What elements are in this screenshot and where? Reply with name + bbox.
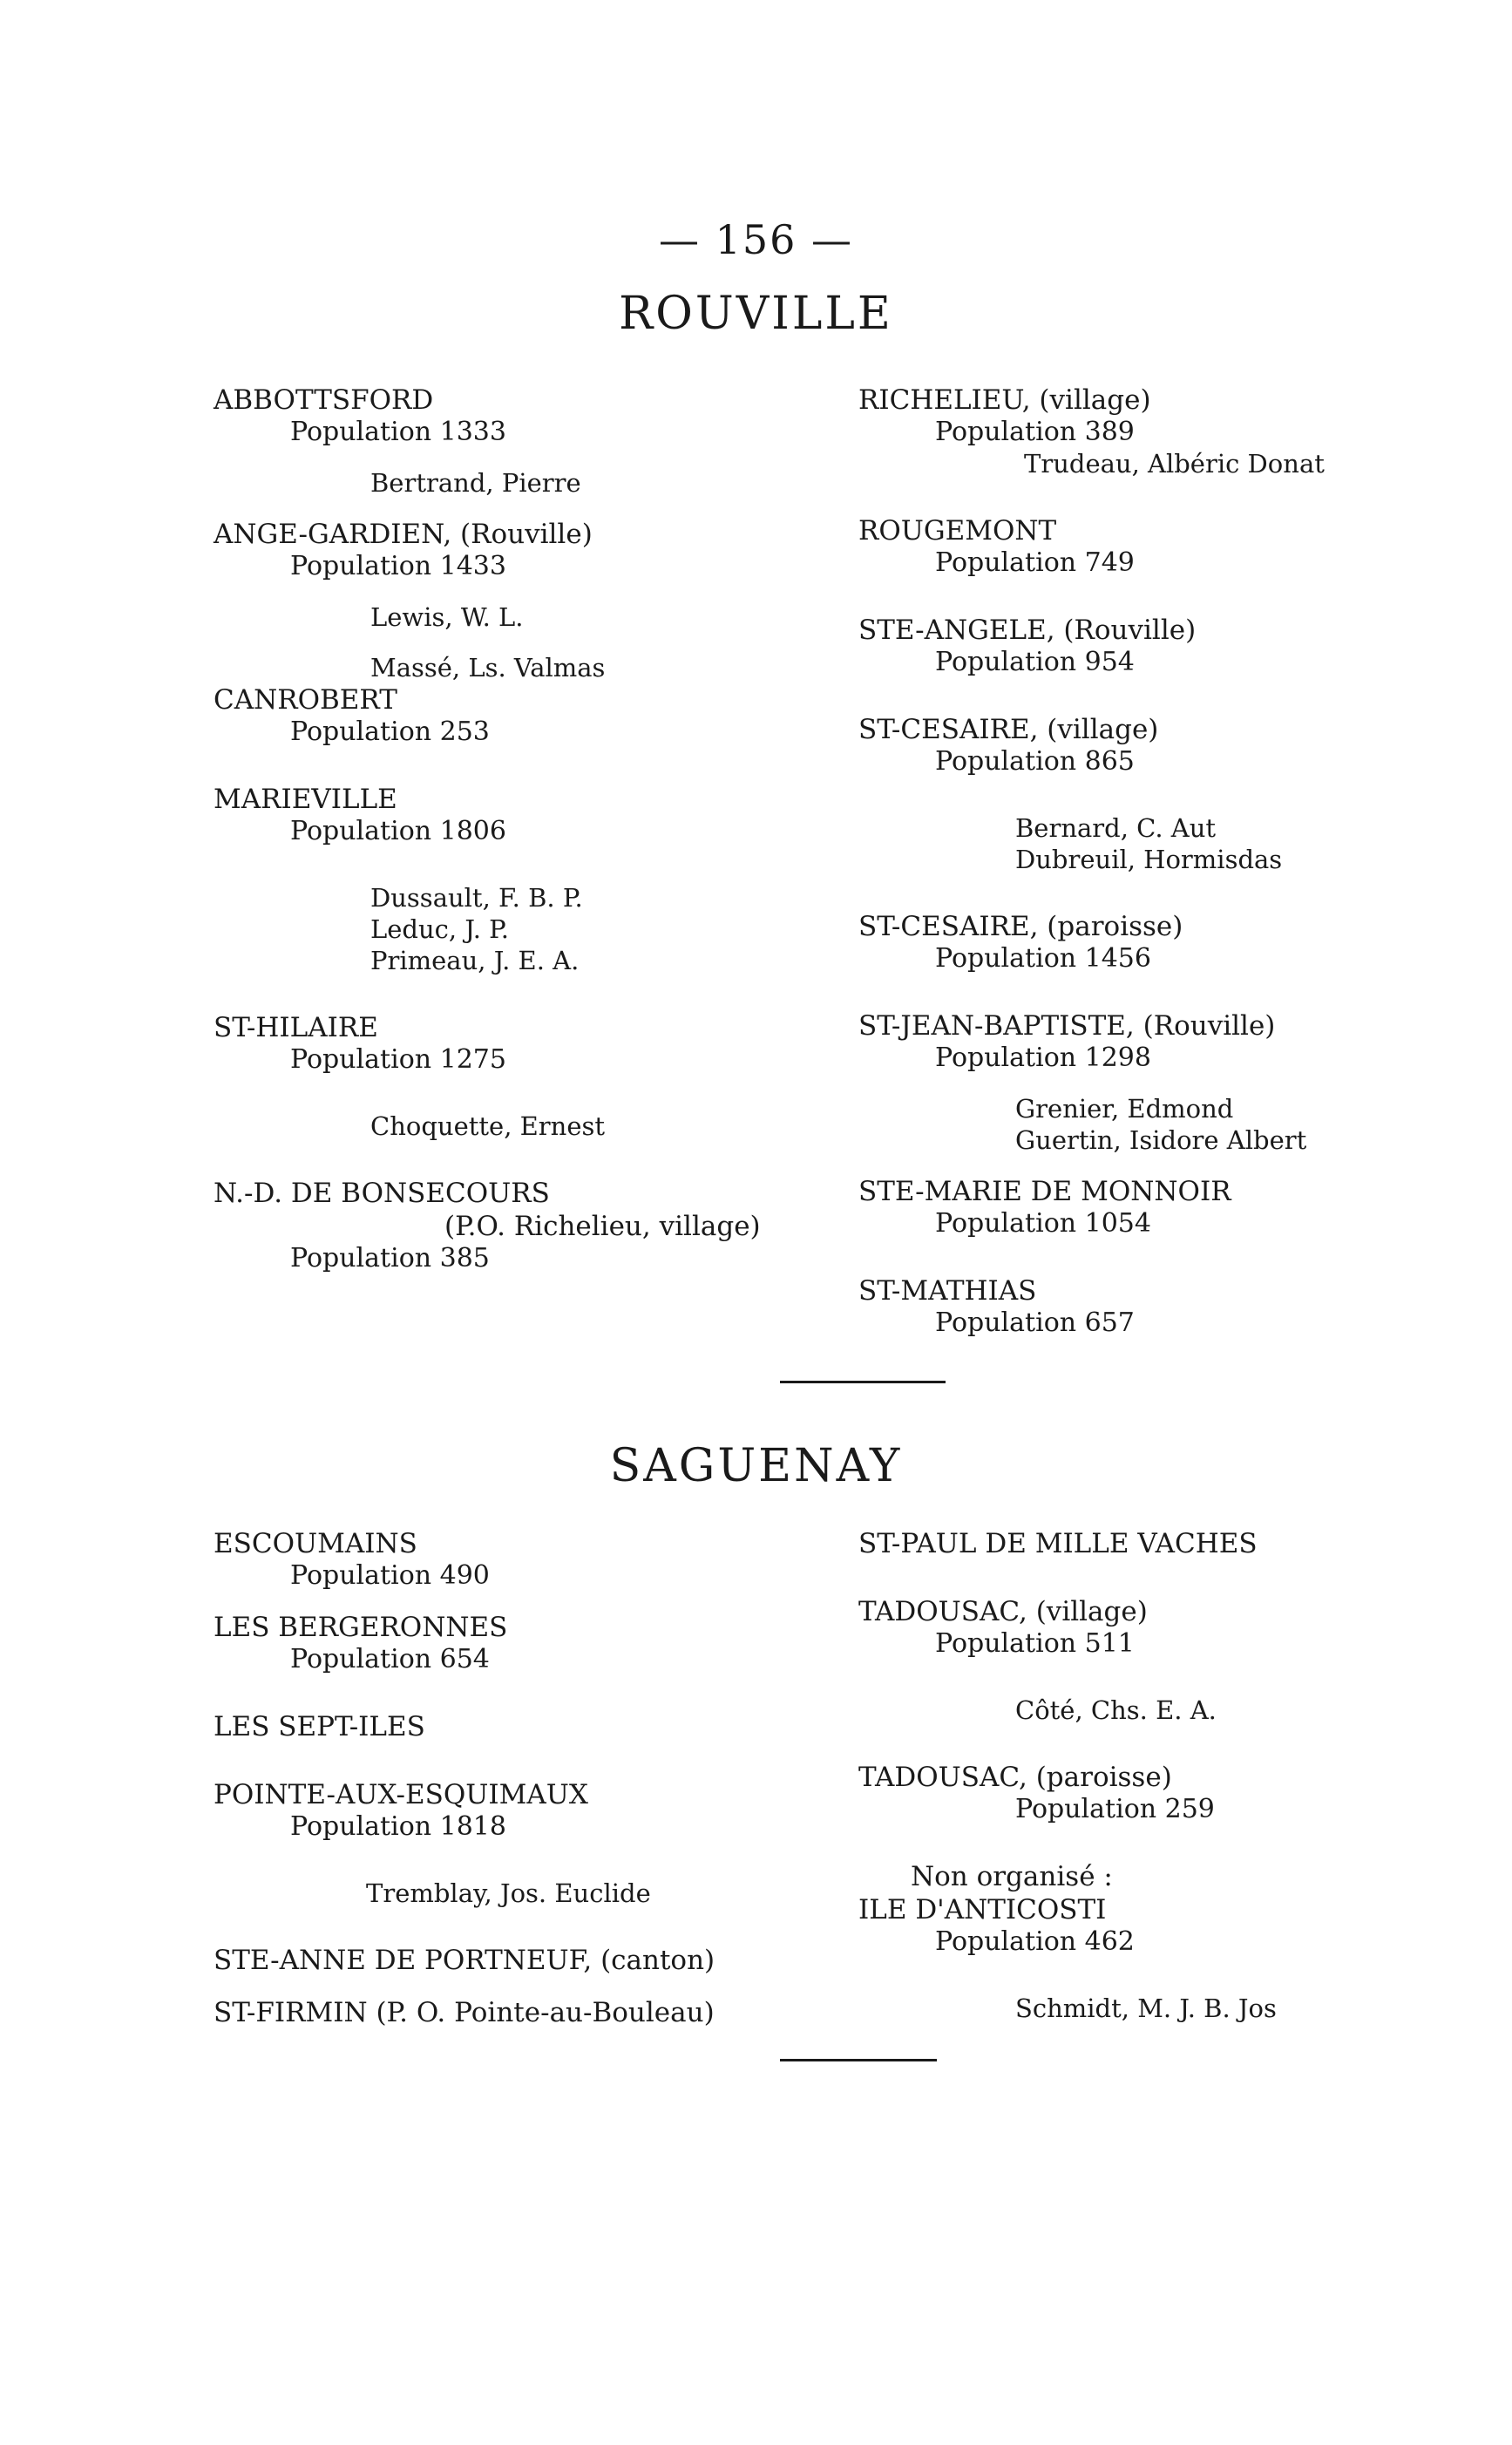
place-name: ST-MATHIAS xyxy=(858,1275,1037,1307)
entry-st-jean-baptiste xyxy=(858,1009,1486,1156)
person-name: Bertrand, Pierre xyxy=(370,468,581,498)
section-title-saguenay: SAGUENAY xyxy=(609,1440,903,1492)
place-name: LES SEPT-ILES xyxy=(214,1711,425,1742)
entry-ste-marie-de-monnoir xyxy=(858,1175,1486,1239)
population: Population 511 xyxy=(935,1628,1135,1659)
person-name: Lewis, W. L. xyxy=(370,602,524,632)
entry-tadousac-paroisse xyxy=(858,1761,1486,1825)
place-name: ST-CESAIRE, (paroisse) xyxy=(858,911,1183,942)
names-list xyxy=(858,812,1486,875)
entry-abbottsford xyxy=(214,384,911,499)
place-name: CANROBERT xyxy=(214,684,397,716)
names-list xyxy=(214,601,911,683)
place-name: TADOUSAC, (paroisse) xyxy=(858,1762,1172,1793)
names-list xyxy=(214,882,911,976)
entry-tadousac-village xyxy=(858,1595,1486,1726)
population: Population 1054 xyxy=(935,1208,1151,1239)
place-name: ROUGEMONT xyxy=(858,515,1057,547)
population: Population 1456 xyxy=(935,943,1151,974)
population: Population 657 xyxy=(935,1307,1135,1338)
person-name: Bernard, C. Aut xyxy=(1015,813,1217,843)
population: Population 749 xyxy=(935,547,1135,578)
population: Population 1298 xyxy=(935,1043,1151,1073)
place-name: STE-MARIE DE MONNOIR xyxy=(858,1176,1231,1207)
population: Population 253 xyxy=(290,717,490,747)
population: Population 490 xyxy=(290,1560,490,1591)
names-list xyxy=(858,448,1486,479)
place-name: ST-JEAN-BAPTISTE, (Rouville) xyxy=(858,1010,1276,1042)
person-name: Primeau, J. E. A. xyxy=(370,946,580,975)
entry-ange-gardien xyxy=(214,518,911,683)
person-name: Leduc, J. P. xyxy=(370,914,510,944)
population: Population 865 xyxy=(935,746,1135,777)
entry-st-cesaire-paroisse xyxy=(858,910,1486,975)
place-name: ILE D'ANTICOSTI xyxy=(858,1894,1107,1925)
entry-les-bergeronnes xyxy=(214,1611,911,1675)
entry-st-hilaire xyxy=(214,1011,911,1142)
place-name: TADOUSAC, (village) xyxy=(858,1596,1148,1627)
names-list xyxy=(214,1878,911,1909)
population: Population 1275 xyxy=(290,1044,506,1075)
person-name: Massé, Ls. Valmas xyxy=(370,653,606,683)
population: Population 654 xyxy=(290,1644,490,1674)
entry-ste-anne-de-portneuf xyxy=(214,1944,911,1977)
section-divider xyxy=(780,2059,937,2061)
place-name: LES BERGERONNES xyxy=(214,1612,508,1643)
population: Population 259 xyxy=(1015,1794,1215,1824)
population: Population 385 xyxy=(290,1243,490,1273)
population: Population 389 xyxy=(935,417,1135,447)
place-name: ST-FIRMIN (P. O. Pointe-au-Bouleau) xyxy=(214,1997,715,2028)
section-title-rouville: ROUVILLE xyxy=(619,288,893,340)
person-name: Côté, Chs. E. A. xyxy=(1015,1695,1217,1725)
population: Population 1433 xyxy=(290,551,506,581)
place-name: POINTE-AUX-ESQUIMAUX xyxy=(214,1779,588,1810)
place-name: ESCOUMAINS xyxy=(214,1528,417,1559)
entry-ile-danticosti xyxy=(858,1860,1486,2024)
person-name: Choquette, Ernest xyxy=(370,1111,606,1141)
population: Population 462 xyxy=(935,1926,1135,1957)
place-prefix: Non organisé : xyxy=(911,1861,1113,1892)
person-name: Dubreuil, Hormisdas xyxy=(1015,845,1283,874)
person-name: Trudeau, Albéric Donat xyxy=(1024,449,1325,479)
place-note: (P.O. Richelieu, village) xyxy=(444,1211,761,1242)
entry-escoumains xyxy=(214,1527,911,1592)
entry-st-cesaire-village xyxy=(858,713,1486,875)
rouville-right-column xyxy=(858,384,1486,1339)
population: Population 1333 xyxy=(290,417,506,447)
names-list xyxy=(858,1093,1486,1156)
person-name: Schmidt, M. J. B. Jos xyxy=(1015,1993,1277,2023)
person-name: Tremblay, Jos. Euclide xyxy=(366,1878,651,1908)
section-divider xyxy=(780,1381,946,1383)
entry-canrobert xyxy=(214,683,911,748)
saguenay-right-column xyxy=(858,1527,1486,2024)
entry-st-paul-de-mille-vaches xyxy=(858,1527,1486,1560)
entry-ste-angele xyxy=(858,614,1486,678)
place-name: ST-CESAIRE, (village) xyxy=(858,714,1159,745)
entry-les-sept-iles xyxy=(214,1710,911,1743)
names-list xyxy=(858,1695,1486,1726)
entry-marieville xyxy=(214,783,911,976)
place-name: STE-ANNE DE PORTNEUF, (canton) xyxy=(214,1945,715,1976)
entry-richelieu xyxy=(858,384,1486,479)
names-list xyxy=(858,1993,1486,2024)
population: Population 954 xyxy=(935,647,1135,677)
place-name: N.-D. DE BONSECOURS xyxy=(214,1178,550,1209)
entry-st-mathias xyxy=(858,1274,1486,1339)
entry-st-firmin xyxy=(214,1996,911,2029)
population: Population 1818 xyxy=(290,1811,506,1842)
names-list xyxy=(214,1110,911,1142)
place-name: RICHELIEU, (village) xyxy=(858,384,1151,416)
rouville-left-column xyxy=(214,384,911,1274)
entry-nd-de-bonsecours xyxy=(214,1177,911,1274)
entry-pointe-aux-esquimaux xyxy=(214,1778,911,1909)
page-number: — 156 — xyxy=(658,216,854,263)
place-name: STE-ANGELE, (Rouville) xyxy=(858,615,1197,646)
person-name: Guertin, Isidore Albert xyxy=(1015,1125,1307,1155)
population: Population 1806 xyxy=(290,816,506,846)
person-name: Dussault, F. B. P. xyxy=(370,883,583,913)
saguenay-left-column xyxy=(214,1527,911,2029)
place-name: ANGE-GARDIEN, (Rouville) xyxy=(214,519,593,550)
place-name: ST-HILAIRE xyxy=(214,1012,378,1043)
entry-rougemont xyxy=(858,514,1486,579)
place-name: ST-PAUL DE MILLE VACHES xyxy=(858,1528,1258,1559)
names-list xyxy=(214,467,911,499)
place-name: ABBOTTSFORD xyxy=(214,384,434,416)
person-name: Grenier, Edmond xyxy=(1015,1094,1234,1124)
place-name: MARIEVILLE xyxy=(214,784,397,815)
